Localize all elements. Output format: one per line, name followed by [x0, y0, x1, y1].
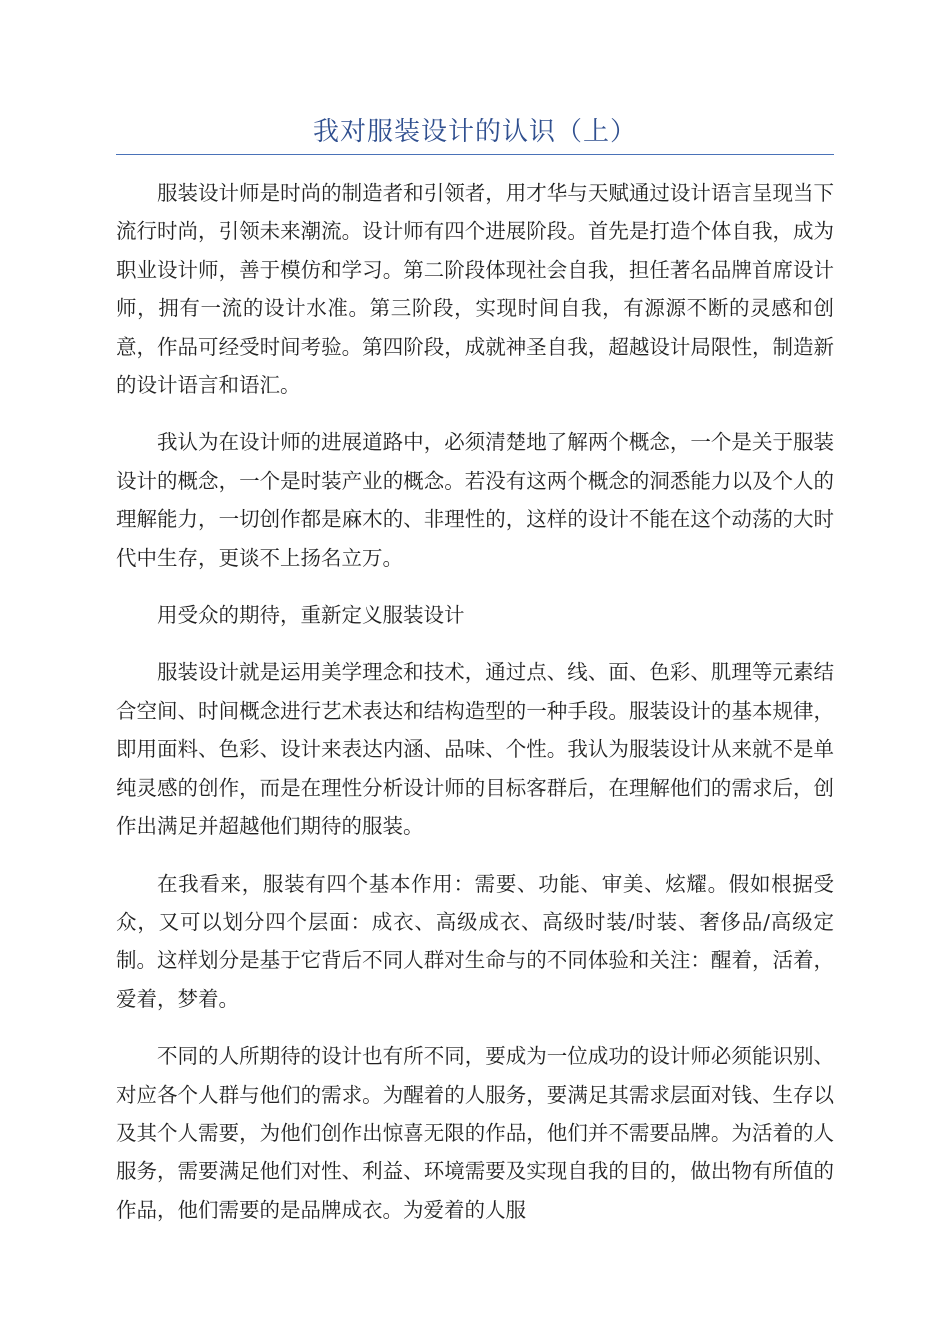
- paragraph-definition: 服装设计就是运用美学理念和技术，通过点、线、面、色彩、肌理等元素结合空间、时间概念进行艺术表达和结构造型的一种手段。服装设计的基本规律，即用面料、色彩、设计来表达内涵、品味、个性。我认为服装设计从来就不是单纯灵感的创作，而是在理性分析设计师的目标客群后，在理解他们的需求后，创作出满足并超越他们期待的服装。: [116, 660, 834, 839]
- page-title: 我对服装设计的认识（上）: [312, 117, 637, 147]
- paragraph-audience-needs: 不同的人所期待的设计也有所不同，要成为一位成功的设计师必须能识别、对应各个人群与他们的需求。为醒着的人服务，要满足其需求层面对钱、生存以及其个人需要，为他们创作出惊喜无限的作品，他们并不需要品牌。为活着的人服务，需要满足他们对性、利益、环境需要及实现自我的目的，做出物有所值的作品，他们需要的是品牌成衣。为爱着的人服: [116, 1044, 834, 1222]
- paragraph-two-concepts: 我认为在设计师的进展道路中，必须清楚地了解两个概念，一个是关于服装设计的概念，一个是时装产业的概念。若没有这两个概念的洞悉能力以及个人的理解能力，一切创作都是麻木的、非理性的，这样的设计不能在这个动荡的大时代中生存，更谈不上扬名立万。: [116, 430, 834, 570]
- article-body: [116, 174, 834, 1248]
- paragraph-designer-stages: 服装设计师是时尚的制造者和引领者，用才华与天赋通过设计语言呈现当下流行时尚，引领未来潮流。设计师有四个进展阶段。首先是打造个体自我，成为职业设计师，善于模仿和学习。第二阶段体现社会自我，担任著名品牌首席设计师，拥有一流的设计水准。第三阶段，实现时间自我，有源源不断的灵感和创意，作品可经受时间考验。第四阶段，成就神圣自我，超越设计局限性，制造新的设计语言和语汇。: [116, 181, 834, 398]
- title-underline: [116, 154, 834, 155]
- section-heading-redefine: 用受众的期待，重新定义服装设计: [157, 603, 465, 628]
- paragraph-four-functions: 在我看来，服装有四个基本作用：需要、功能、审美、炫耀。假如根据受众，又可以划分四个层面：成衣、高级成衣、高级时装/时装、奢侈品/高级定制。这样划分是基于它背后不同人群对生命与的不同体验和关注：醒着，活着，爱着，梦着。: [116, 871, 834, 1011]
